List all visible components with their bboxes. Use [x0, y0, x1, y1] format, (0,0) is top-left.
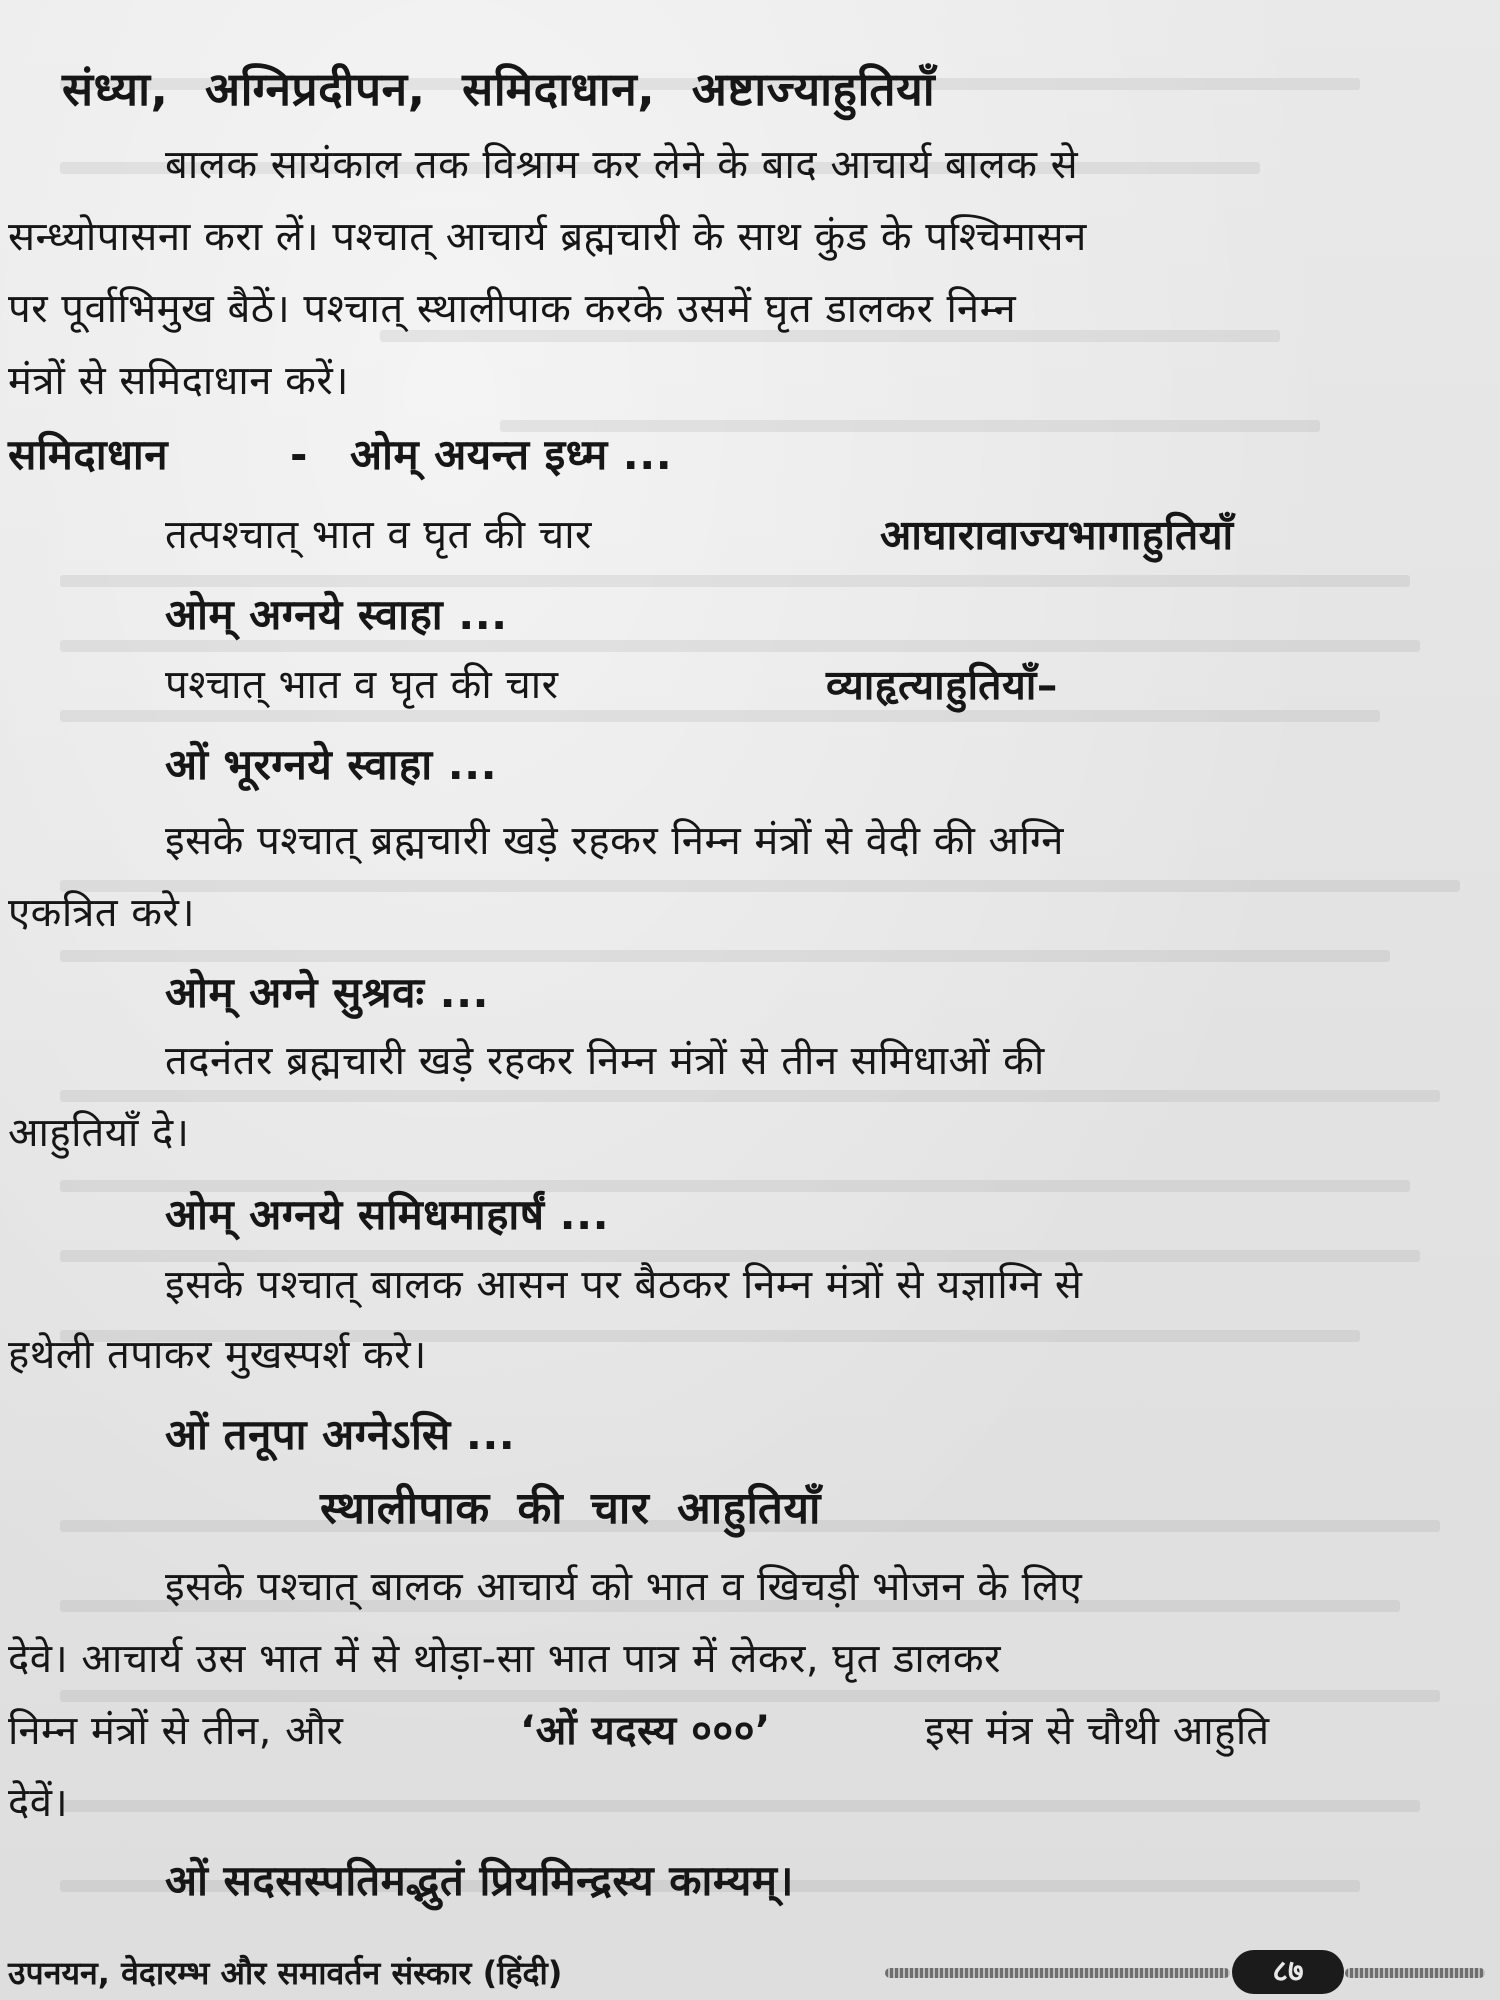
para-mukh-line-1: इसके पश्चात् बालक आसन पर बैठकर निम्न मंत्रों से यज्ञाग्नि से [165, 1262, 1083, 1308]
page-footer [0, 1950, 1500, 1996]
para1-line-2: सन्ध्योपासना करा लें। पश्चात् आचार्य ब्रह्मचारी के साथ कुंड के पश्चिमासन [8, 214, 1087, 260]
page-heading: संध्या, अग्निप्रदीपन, समिदाधान, अष्टाज्याहुतियाँ [62, 62, 936, 116]
mantra-agnaye: ओम् अग्नये स्वाहा ... [165, 590, 508, 639]
footer-decorative-rule-right [1345, 1968, 1485, 1978]
aghara-bold: आघारावाज्यभागाहुतियाँ [880, 511, 1234, 559]
para-sthali-line-3-end: इस मंत्र से चौथी आहुति [925, 1708, 1270, 1754]
footer-decorative-rule-left [885, 1968, 1230, 1978]
vyahriti-text: पश्चात् भात व घृत की चार [165, 662, 559, 708]
para-agni-line-1: इसके पश्चात् ब्रह्मचारी खड़े रहकर निम्न मंत्रों से वेदी की अग्नि [165, 818, 1064, 864]
para-sthali-line-3-start: निम्न मंत्रों से तीन, और [8, 1708, 344, 1754]
samidadhan-mantra: ओम् अयन्त इध्म ... [350, 430, 673, 479]
mantra-tanupa: ओं तनूपा अग्नेऽसि ... [165, 1410, 516, 1459]
para-sthali-line-2: देवे। आचार्य उस भात में से थोड़ा-सा भात पात्र में लेकर, घृत डालकर [8, 1636, 1001, 1682]
para-mukh-line-2: हथेली तपाकर मुखस्पर्श करे। [8, 1332, 427, 1378]
para-sthali-line-3-quote: ‘ओं यदस्य ०००’ [520, 1708, 771, 1754]
samidadhan-label: समिदाधान [8, 430, 169, 479]
mantra-samidham: ओम् अग्नये समिधमाहार्षं ... [165, 1190, 610, 1239]
para-sthali-line-4: देवें। [8, 1780, 69, 1826]
sthalipak-subheading: स्थालीपाक की चार आहुतियाँ [320, 1483, 821, 1534]
mantra-bhur: ओं भूरग्नये स्वाहा ... [165, 740, 498, 789]
para-sthali-line-1: इसके पश्चात् बालक आचार्य को भात व खिचड़ी भोजन के लिए [165, 1564, 1083, 1610]
page-number-badge: ८७ [1232, 1950, 1344, 1994]
footer-book-title: उपनयन, वेदारम्भ और समावर्तन संस्कार (हिंदी) [8, 1954, 563, 1992]
para1-line-3: पर पूर्वाभिमुख बैठें। पश्चात् स्थालीपाक करके उसमें घृत डालकर निम्न [8, 286, 1017, 332]
para-samidha-line-1: तदनंतर ब्रह्मचारी खड़े रहकर निम्न मंत्रों से तीन समिधाओं की [165, 1038, 1045, 1084]
aghara-text: तत्पश्चात् भात व घृत की चार [165, 512, 592, 558]
samidadhan-dash: - [290, 430, 308, 479]
mantra-sushrav: ओम् अग्ने सुश्रवः ... [165, 968, 489, 1017]
para1-line-4: मंत्रों से समिदाधान करें। [8, 358, 349, 404]
vyahriti-bold: व्याहृत्याहुतियाँ– [826, 661, 1058, 709]
para-agni-line-2: एकत्रित करे। [8, 890, 196, 936]
para1-line-1: बालक सायंकाल तक विश्राम कर लेने के बाद आचार्य बालक से [165, 142, 1079, 188]
mantra-sadas: ओं सदसस्पतिमद्भुतं प्रियमिन्द्रस्य काम्यम्। [165, 1856, 794, 1905]
para-samidha-line-2: आहुतियाँ दे। [8, 1110, 190, 1156]
